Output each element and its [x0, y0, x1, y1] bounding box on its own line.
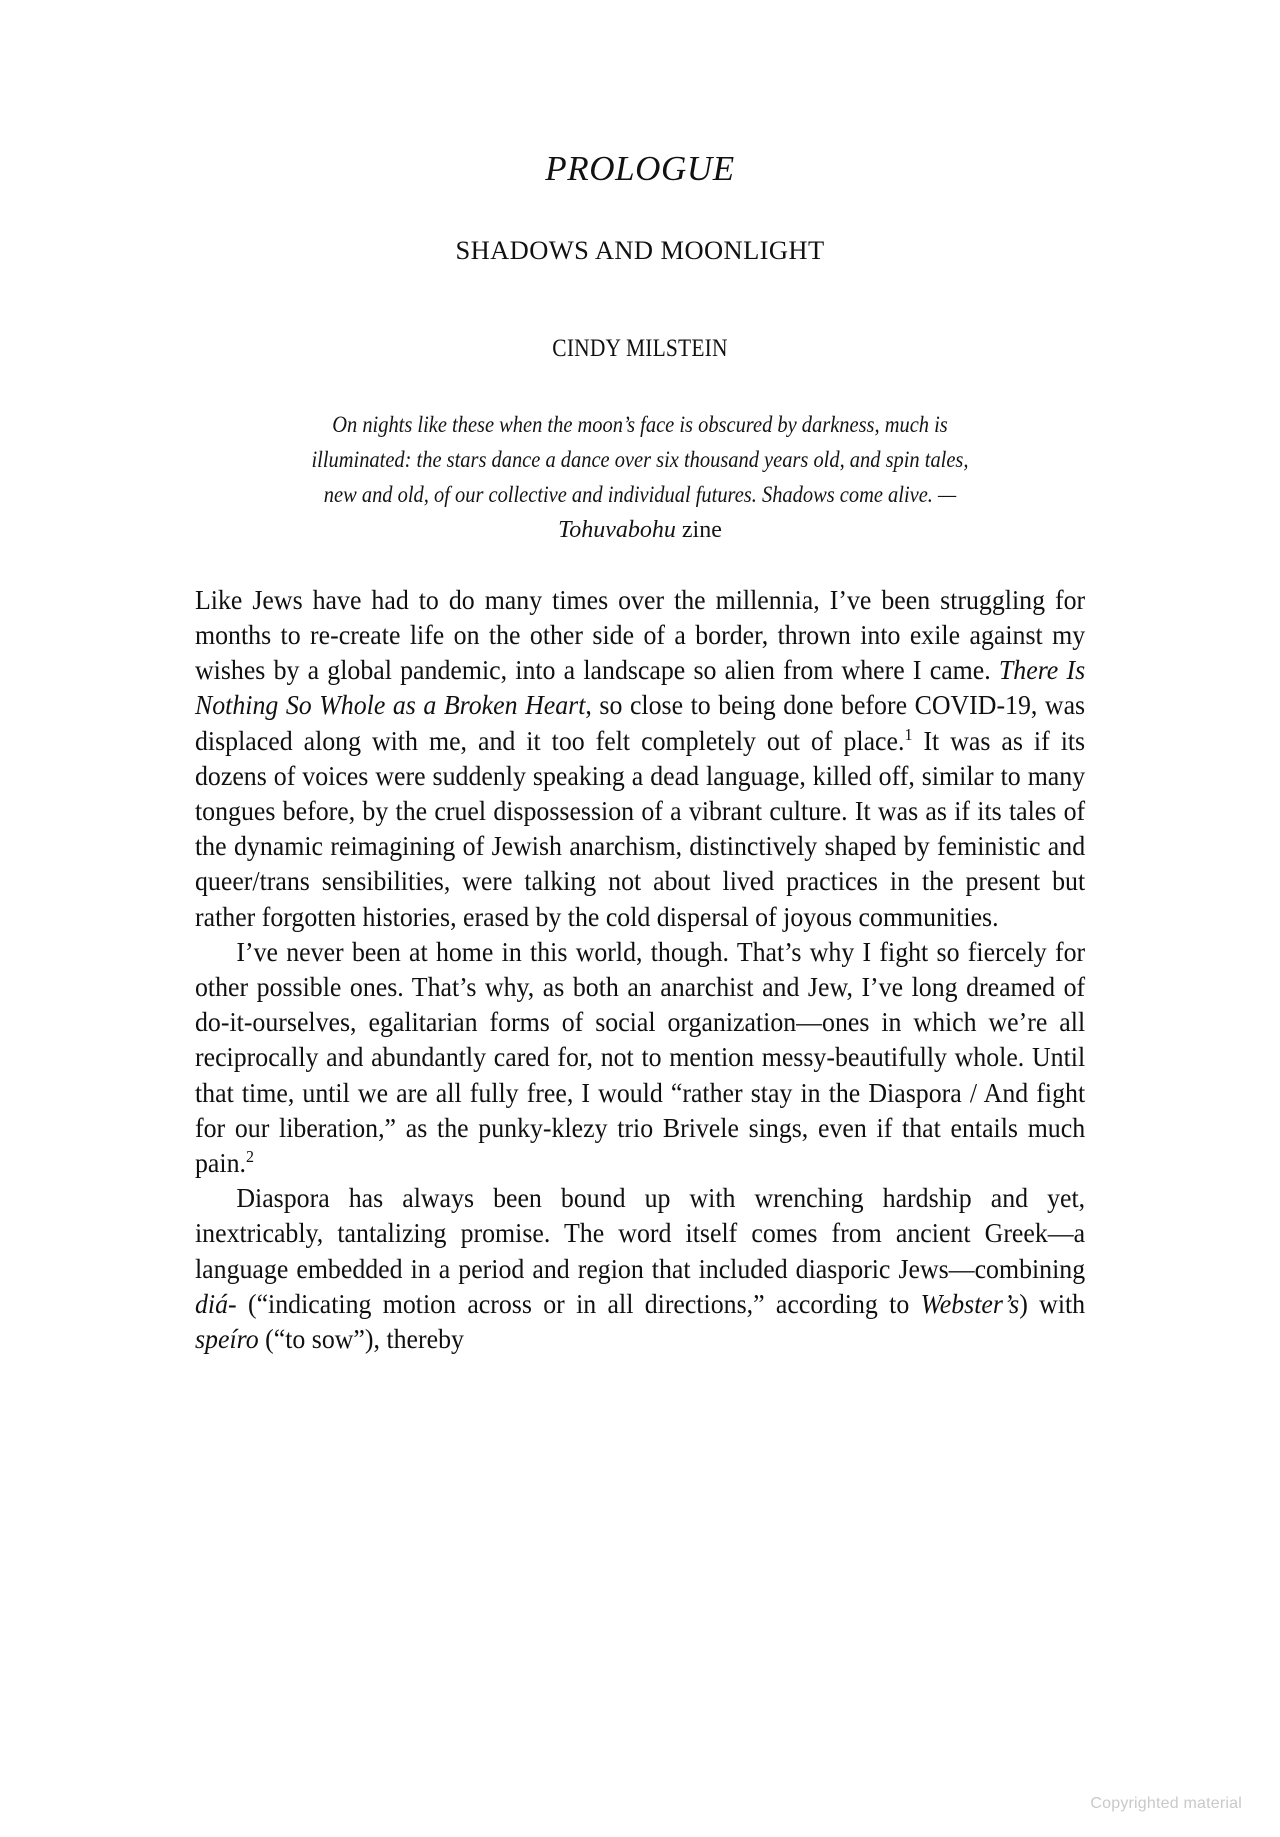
footnote-reference: 2 — [245, 1146, 254, 1166]
emphasis-text: Webster’s — [920, 1287, 1020, 1319]
page-title: PROLOGUE — [545, 149, 735, 188]
emphasis-text: speíro — [195, 1323, 259, 1355]
body-text-column — [195, 548, 1085, 1356]
emphasis-text: There Is Nothing So Whole as a Broken Heart — [195, 654, 1086, 721]
chapter-subtitle: SHADOWS AND MOONLIGHT — [455, 235, 825, 265]
epigraph-attribution — [245, 513, 1035, 548]
epigraph-source-title: Tohuvabohu — [558, 516, 676, 543]
epigraph — [245, 408, 1035, 548]
copyright-watermark: Copyrighted material — [1090, 1795, 1242, 1812]
chapter-front-matter — [0, 0, 1280, 363]
body-paragraph: I’ve never been at home in this world, though. That’s why I fight so fiercely for other possible ones. That’s why, as both an anarchist and Jew, I’ve long dreamed of do-it-ourselves, egalitarian forms of social organization—ones in which we’re all reciprocally and abundantly cared for, not to mention messy-beautifully whole. Until that time, until we are all fully free, I would “rather stay in the Diaspora / And fight for our liberation,” as the punky-klezy trio Brivele sings, even if that entails much pain.$^2$ — [195, 935, 1086, 1179]
epigraph-source-kind: zine — [675, 516, 722, 543]
emphasis-text: diá- — [195, 1287, 237, 1319]
body-paragraph: Like Jews have had to do many times over the millennia, I’ve been struggling for months to re-create life on the other side of a border, thrown into exile against my wishes by a global pandemic, into a landscape so alien from where I came. There Is Nothing So Whole as a Broken Heart, so close to being done before COVID-19, was displaced along with me, and it too felt completely out of place.$^1$ It was as if its dozens of voices were suddenly speaking a dead language, killed off, similar to many tongues before, by the cruel dispossession of a vibrant culture. It was as if its tales of the dynamic reimagining of Jewish anarchism, distinctively shaped by feministic and queer/trans sensibilities, were talking not about lived practices in the present but rather forgotten histories, erased by the cold dispersal of joyous communities. — [195, 583, 1086, 932]
epigraph-text: On nights like these when the moon’s face is obscured by darkness, much is illuminated: the stars dance a dance over six thousand years old, and spin tales, new and old, of our collective and individual futures. Shadows come alive. — — [311, 411, 969, 508]
author-byline: CINDY MILSTEIN — [552, 334, 728, 362]
footnote-reference: 1 — [904, 724, 913, 744]
body-paragraph: Diaspora has always been bound up with wrenching hardship and yet, inextricably, tantalizing promise. The word itself comes from ancient Greek—a language embedded in a period and region that included diasporic Jews—combining diá- (“indicating motion across or in all directions,” according to Webster’s) with speíro (“to sow”), thereby — [195, 1182, 1086, 1355]
